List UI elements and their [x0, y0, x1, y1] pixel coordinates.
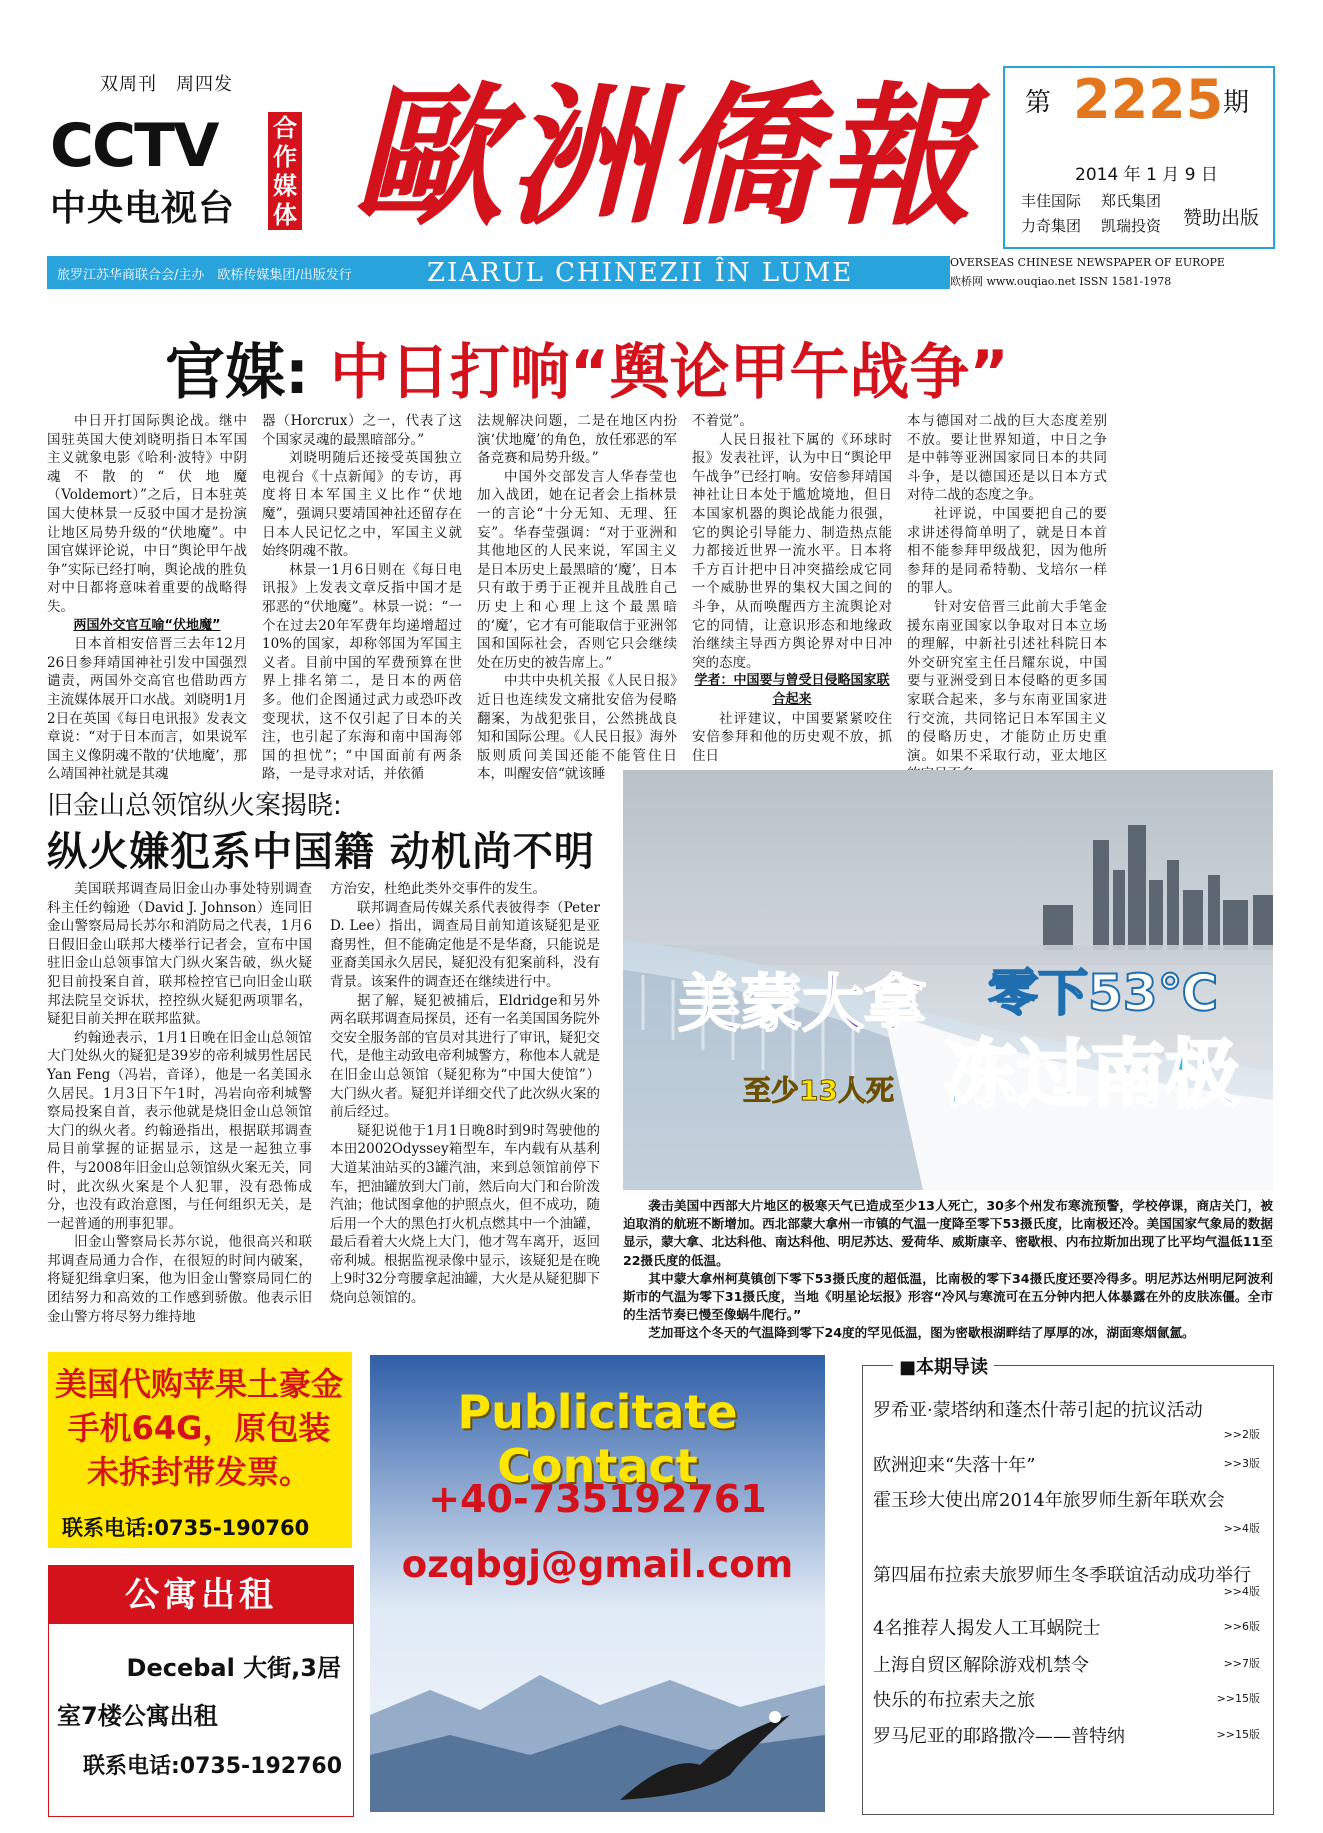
paragraph: 据了解，疑犯被捕后，Eldridge和另外两名联邦调查局探员，还有一名美国国务院外交安全服务部的官员对其进行了审讯，疑犯交代，是他主动致电帝利城警方，称他本人就是在旧金山总领馆（疑犯称为“中国大使馆”）大门纵火者。疑犯并详细交代了此次纵火案的前后经过。	[330, 992, 600, 1121]
arson-column-2	[330, 880, 600, 1308]
issue-index: ■本期导读 罗希亚·蒙塔纳和蓬杰什蒂引起的抗议活动 >>2版 欧洲迎来“失落十年” >>3版 霍玉珍大使出席2014年旅罗师生新年联欢会 >>4版 第四届布拉索夫旅罗师生冬季联谊活动成功举行 >>4版 4名推荐人揭发人工耳蜗院士 >>6版 上海自贸区解除游戏机禁令 >>7版 快乐的布拉索夫之旅 >>15版 罗马尼亚的耶路撒冷——普特纳 >>15版	[862, 1365, 1274, 1815]
sponsor: 丰佳国际	[1021, 192, 1082, 210]
overlay-text-3: 至少13人死	[743, 1074, 894, 1107]
cctv-partner-badge: 合作媒体	[268, 112, 302, 230]
paragraph: 器（Horcrux）之一，代表了这个国家灵魂的最黑暗部分。”	[262, 413, 462, 448]
caption-paragraph: 袭击美国中西部大片地区的极寒天气已造成至少13人死亡，30多个州发布寒流预警，学校停课，商店关门，被迫取消的航班不断增加。西北部蒙大拿州一市镇的气温一度降至零下53摄氏度，比南极还冷。美国国家气象局的数据显示，蒙大拿、北达科他、南达科他、明尼苏达、爱荷华、威斯康辛、密歇根、内布拉斯加出现了比平均气温低11至22摄氏度的低温。	[623, 1198, 1273, 1268]
headline-text: 中日打响“舆论甲午战争”	[329, 338, 1009, 408]
ad-description: 室7楼公寓出租	[57, 1702, 218, 1730]
ad-title: 公寓出租	[49, 1566, 353, 1624]
issn-line: 欧桥网 www.ouqiao.net ISSN 1581-1978	[950, 275, 1172, 288]
paragraph: 疑犯说他于1月1日晚8时到9时驾驶他的本田2002Odyssey箱型车，车内载有从基利大道某油站买的3罐汽油，来到总领馆前停下车，把油罐放到大门前，然后向大门和台阶泼汽油；他试图拿他的护照点火，但不成功，随后用一个大的黑色打火机点燃其中一个油罐，最后看着大火烧上大门，他才驾车离开，返回帝利城。根据监视录像中显示，该疑犯是在晚上9时32分弯腰拿起油罐，大火是从疑犯脚下烧向总领馆的。	[330, 1122, 600, 1307]
band-right	[950, 256, 1278, 289]
ad-email: ozqbgj@gmail.com	[401, 1543, 794, 1586]
subheading: 两国外交官互喻“伏地魔”	[73, 617, 221, 633]
lead-column-5	[907, 412, 1107, 784]
ad-phone: 联系电话:0735-192760	[83, 1754, 343, 1779]
arson-column-1	[47, 880, 312, 1326]
paragraph: 社评建议，中国要紧紧咬住安倍参拜和他的历史观不放，抓住日	[692, 710, 892, 764]
newspaper-title: 歐洲僑報	[352, 67, 976, 246]
apartment-rent-ad	[48, 1565, 354, 1817]
svg-text:CCTV: CCTV	[50, 112, 218, 174]
paragraph: 法规解决问题，二是在地区内扮演‘伏地魔’的角色，放任邪恶的军备竞赛和局势升级。”	[477, 413, 677, 467]
overlay-text-4: 冻过南极	[943, 1032, 1239, 1118]
ad-phone: 联系电话:0735-190760	[62, 1516, 310, 1540]
ad-text: 美国代购苹果土豪金手机64G，原包装未拆封带发票。	[54, 1365, 343, 1491]
overlay-text-1: 美蒙大拿	[678, 967, 927, 1040]
frozen-lake-photo	[623, 770, 1273, 1190]
issue-prefix: 第	[1025, 88, 1052, 118]
subheading: 学者：中国要与曾受日侵略国家联合起来	[694, 673, 890, 707]
arson-kicker: 旧金山总领馆纵火案揭晓:	[47, 791, 342, 821]
paragraph: 联邦调查局传媒关系代表彼得李（Peter D. Lee）指出，调查局目前知道该疑犯是亚裔男性，但不能确定他是不是华裔，只能说是亚裔美国永久居民，疑犯没有犯案前科，没有背景。该案件的调查还在继续进行中。	[330, 899, 600, 990]
paragraph: 中共中央机关报《人民日报》近日也连续发文痛批安倍为侵略翻案，为战犯张目，公然挑战良知和国际公理。《人民日报》海外版则质问美国还能不能管住日本，叫醒安倍“就该睡	[477, 673, 677, 783]
paragraph: 社评说，中国要把自己的要求讲述得简单明了，就是日本首相不能参拜甲级战犯，因为他所参拜的是同希特勒、戈培尔一样的罪人。	[907, 505, 1107, 597]
paragraph: 人民日报社下属的《环球时报》发表社评，认为中日“舆论甲午战争”已经打响。安倍参拜靖国神社让日本处于尴尬境地，但日本国家机器的舆论战能力很强，它的舆论引导能力、制造热点能力都接近世界一流水平。日本将千方百计把中日冲突描绘成它同一个威胁世界的集权大国之间的斗争，从而唤醒西方主流舆论对它的同情，让意识形态和地缘政治继续主导西方舆论界对中日冲突的态度。	[692, 431, 892, 671]
paragraph: 中日开打国际舆论战。继中国驻英国大使刘晓明指日本军国主义就象电影《哈利·波特》中阴魂不散的“伏地魔（Voldemort）”之后，日本驻英国大使林景一反驳中国才是扮演让地区局势升级的“伏地魔”。中国官媒评论说，中日“舆论甲午战争”实际已经打响，舆论战的胜负对中日都将意味着重要的战略得失。	[47, 413, 247, 615]
issue-box	[1003, 66, 1275, 249]
publicitate-contact-ad	[370, 1355, 825, 1812]
ad-title: Publicitate Contact	[457, 1385, 738, 1493]
publication-frequency: 双周刊 周四发	[100, 74, 233, 95]
photo-illustration	[623, 770, 1273, 1190]
lead-column-2	[262, 412, 462, 784]
english-title: OVERSEAS CHINESE NEWSPAPER OF EUROPE	[950, 256, 1225, 269]
lead-headline	[165, 325, 1009, 411]
headline-kicker: 官媒:	[165, 338, 309, 408]
issue-number: 2225	[1073, 68, 1224, 131]
issue-date: 2014 年 1 月 9 日	[1075, 165, 1218, 185]
paragraph: 日本首相安倍晋三去年12月26日参拜靖国神社引发中国强烈谴责，两国外交高官也借助西方主流媒体展开口水战。刘晓明1月2日在英国《每日电讯报》发表文章说：“对于日本而言，如果说军国主义像阴魂不散的‘伏地魔’，那么靖国神社就是其魂	[47, 636, 247, 783]
paragraph: 林景一1月6日则在《每日电讯报》上发表文章反指中国才是邪恶的“伏地魔”。林景一说：“一个在过去20年军费年均递增超过10%的国家，却称邻国为军国主义者。目前中国的军费预算在世界上排名第二，是日本的两倍多。他们企图通过武力或恐吓改变现状，这不仅引起了日本的关注，也引起了东海和南中国海邻国的担忧”；“中国面前有两条路，一是寻求对话，并依循	[262, 561, 462, 783]
sponsor: 力奇集团	[1021, 217, 1082, 235]
sponsor: 郑氏集团	[1101, 192, 1162, 210]
cctv-logo	[50, 112, 265, 174]
paragraph: 针对安倍晋三此前大手笔金援东南亚国家以争取对日本立场的理解，中新社引述社科院日本外交研究室主任吕耀东说，中国要与亚洲受到日本侵略的更多国家联合起来，多与东南亚国家进行交流，共同铭记日本军国主义的侵略历史，才能防止历史重演。如果不采取行动，亚太地区	[907, 598, 1107, 764]
lead-column-4	[692, 412, 892, 765]
paragraph: 中国外交部发言人华春莹也加入战团，她在记者会上指林景一的言论“十分无知、无理、狂妄”。华春莹强调：“对于亚洲和其他地区的人民来说，军国主义是日本历史上最黑暗的‘魔’，日本只有敢于勇于正视并且战胜自己历史上和心理上这个最黑暗的‘魔’，它才有可能取信于亚洲邻国和国际社会，否则它只会继续处在历史的被告席上。”	[477, 468, 677, 671]
lead-column-3	[477, 412, 677, 784]
paragraph: 美国联邦调查局旧金山办事处特别调查科主任约翰逊（David J. Johnson）连同旧金山警察局局长苏尔和消防局之代表，1月6日假旧金山联邦大楼举行记者会，宣布中国驻旧金山总领事馆大门纵火案告破，纵火疑犯目前投案自首，联邦检控官已向旧金山联邦法院呈交诉状，控控纵火疑犯两项罪名，疑犯目前关押在联邦监狱。	[47, 881, 312, 1028]
ad-address: Decebal 大街,3居	[126, 1654, 341, 1682]
lead-column-1	[47, 412, 247, 784]
sponsor-label: 赞助出版	[1183, 207, 1260, 229]
photo-caption	[623, 1197, 1273, 1343]
apple-phone-ad	[48, 1352, 352, 1548]
cctv-chinese-name: 中央电视台	[50, 187, 236, 229]
paragraph: 约翰逊表示，1月1日晚在旧金山总领馆大门处纵火的疑犯是39岁的帝利城男性居民Yan Feng（冯岩，音译），他是一名美国永久居民。1月3日下午1时，冯岩向帝利城警察局投案自首，表示他就是烧旧金山总领馆大门的纵火者。约翰逊指出，根据联邦调查局目前掌握的证据显示，这是一起独立事件，与2008年旧金山总领馆纵火案无关，同时，此次纵火案是个人犯罪，没有恐怖成分，也没有政治意图，与任何组织无关，是一起普通的刑事犯罪。	[47, 1029, 312, 1232]
issue-suffix: 期	[1223, 88, 1250, 118]
arson-headline: 纵火嫌犯系中国籍 动机尚不明	[47, 829, 595, 875]
paragraph: 本与德国对二战的巨大态度差别不放。要让世界知道，中日之争是中韩等亚洲国家同日本的共同斗争，是以德国还是以日本方式对待二战的态度之争。	[907, 413, 1107, 504]
publisher-line: 旅罗江苏华商联合会/主办 欧桥传媒集团/出版发行	[57, 268, 352, 283]
index-title: ■本期导读	[863, 1353, 1273, 1379]
caption-paragraph: 其中蒙大拿州柯莫镇创下零下53摄氏度的超低温，比南极的零下34摄氏度还要冷得多。明尼苏达州明尼阿波利斯市的气温为零下31摄氏度，当地《明星论坛报》形容“冷风与寒流可在五分钟内把人体暴露在外的皮肤冻僵。全市的生活节奏已慢至像蜗牛爬行。”	[623, 1270, 1273, 1323]
paragraph: 不着觉”。	[692, 413, 753, 429]
paragraph: 旧金山警察局长苏尔说，他很高兴和联邦调查局通力合作，在很短的时间内破案，将疑犯缉拿归案，他为旧金山警察局同仁的团结努力和高效的工作感到骄傲。他表示旧金山警方将尽努力维持地	[47, 1234, 312, 1325]
sponsor: 凯瑞投资	[1101, 217, 1162, 235]
ad-phone: +40-735192761	[428, 1477, 767, 1521]
romanian-title: ZIARUL CHINEZII ÎN LUME	[427, 258, 854, 288]
overlay-text-2: 零下53℃	[988, 964, 1219, 1022]
caption-paragraph: 芝加哥这个冬天的气温降到零下24度的罕见低温，图为密歇根湖畔结了厚厚的冰，湖面寒烟氤氲。	[648, 1325, 1195, 1341]
paragraph: 方治安，杜绝此类外交事件的发生。	[330, 881, 546, 897]
paragraph: 刘晓明随后还接受英国独立电视台《十点新闻》的专访，再度将日本军国主义比作“伏地魔”，强调只要靖国神社还留存在日本人民记忆之中，军国主义就始终阴魂不散。	[262, 450, 462, 560]
